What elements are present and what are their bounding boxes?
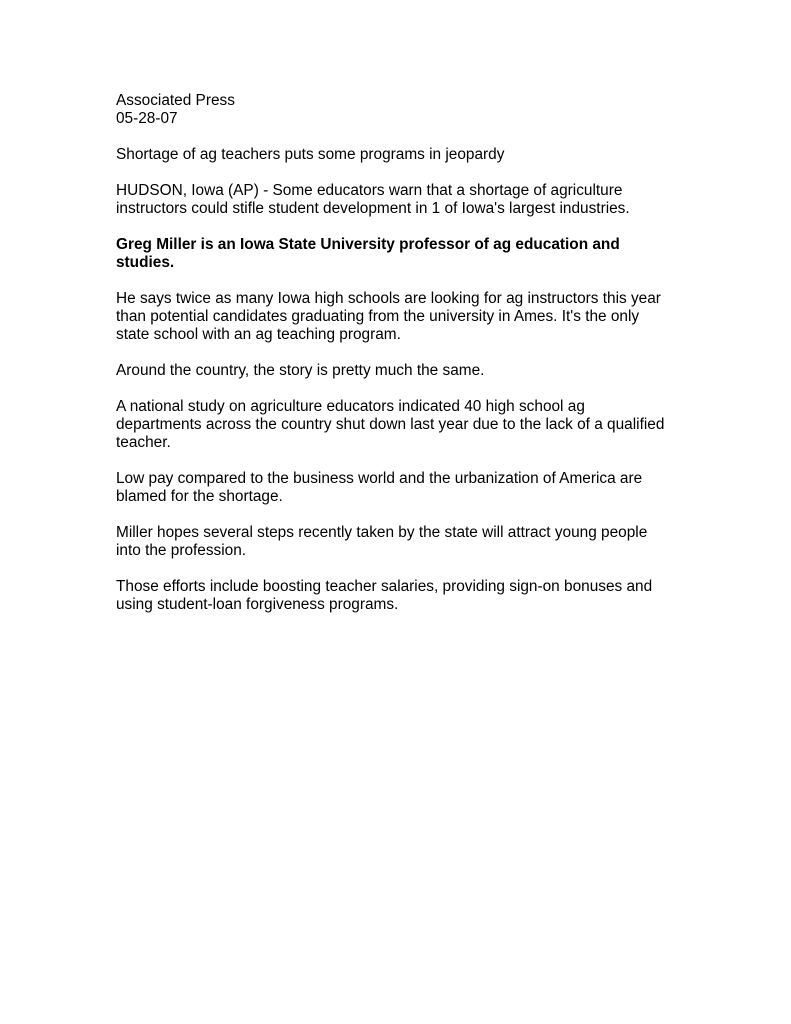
paragraph — [116, 362, 696, 380]
paragraph-line: He says twice as many Iowa high schools are looking for ag instructors this year — [116, 290, 661, 307]
paragraph-line: Miller hopes several steps recently taken by the state will attract young people — [116, 524, 648, 541]
document-header — [116, 92, 696, 128]
headline-text: Shortage of ag teachers puts some programs in jeopardy — [116, 146, 505, 163]
paragraph-line: state school with an ag teaching program. — [116, 326, 401, 343]
paragraph — [116, 524, 696, 560]
paragraph — [116, 290, 696, 344]
paragraph-line: using student-loan forgiveness programs. — [116, 596, 399, 613]
paragraph — [116, 398, 696, 452]
headline — [116, 146, 696, 164]
paragraph-line: teacher. — [116, 434, 171, 451]
paragraph-line: studies. — [116, 254, 175, 271]
paragraph — [116, 470, 696, 506]
paragraph-line: departments across the country shut down last year due to the lack of a qualified — [116, 416, 665, 433]
document-page — [116, 92, 696, 632]
date-line: 05-28-07 — [116, 110, 178, 127]
paragraph-line: A national study on agriculture educators indicated 40 high school ag — [116, 398, 585, 415]
paragraph-line: Low pay compared to the business world and the urbanization of America are — [116, 470, 643, 487]
paragraph — [116, 578, 696, 614]
paragraph-line: blamed for the shortage. — [116, 488, 283, 505]
paragraph-line: than potential candidates graduating from the university in Ames. It's the only — [116, 308, 640, 325]
paragraph-line: HUDSON, Iowa (AP) - Some educators warn that a shortage of agriculture — [116, 182, 623, 199]
paragraph-line: into the profession. — [116, 542, 247, 559]
paragraph-bold — [116, 236, 696, 272]
paragraph-line: Those efforts include boosting teacher salaries, providing sign-on bonuses and — [116, 578, 653, 595]
paragraph — [116, 182, 696, 218]
paragraph-line: instructors could stifle student development in 1 of Iowa's largest industries. — [116, 200, 630, 217]
paragraph-line: Greg Miller is an Iowa State University professor of ag education and — [116, 236, 620, 253]
paragraph-line: Around the country, the story is pretty much the same. — [116, 362, 485, 379]
source-line: Associated Press — [116, 92, 235, 109]
